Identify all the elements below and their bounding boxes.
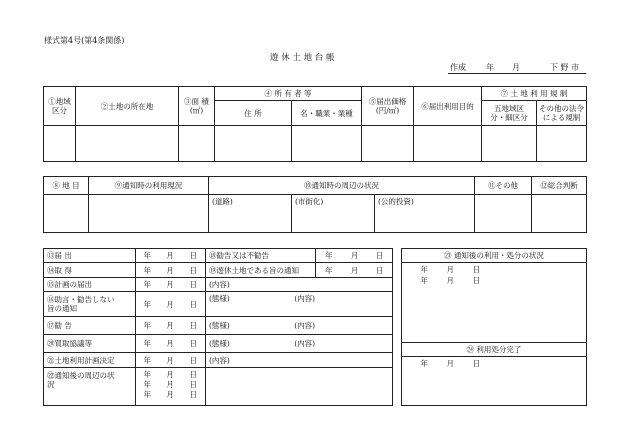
r1-month[interactable]: 月 xyxy=(159,249,182,263)
r7-day[interactable]: 日 xyxy=(182,353,206,368)
col-overall: ⑫総合判断 xyxy=(532,177,587,195)
col-land-category: ⑧ 地 目 xyxy=(44,177,89,195)
made-month: 月 xyxy=(512,63,520,72)
r1b-month[interactable]: 月 xyxy=(342,249,368,263)
cell-price[interactable] xyxy=(362,126,414,162)
col-surroundings: ⑩通知時の周辺の状況 xyxy=(209,177,475,195)
disposal-complete-date xyxy=(402,359,586,368)
cell-other[interactable] xyxy=(475,195,532,233)
col-five-zone: 五地域区 分・細区分 xyxy=(482,101,537,126)
r4-content[interactable] xyxy=(206,292,393,317)
r8-content[interactable] xyxy=(206,368,393,406)
col-area-class: ①地域 区分 xyxy=(44,87,76,126)
disposal-date-2 xyxy=(402,276,586,287)
col-owner-address: 住 所 xyxy=(215,101,292,126)
r2b-month[interactable]: 月 xyxy=(342,263,368,278)
r7-year[interactable]: 年 xyxy=(136,353,159,368)
row-plan-decision-label: ㉑土地利用計画決定 xyxy=(44,353,136,368)
r1b-year[interactable]: 年 xyxy=(316,249,342,263)
r6-year[interactable]: 年 xyxy=(136,335,159,353)
procedure-table xyxy=(43,248,393,406)
row-notification-label: ⑬届 出 xyxy=(44,249,136,263)
r2b-day[interactable]: 日 xyxy=(368,263,393,278)
row-idle-notice-label: ⑲遊休土地である旨の通知 xyxy=(206,263,316,278)
cell-area-class[interactable] xyxy=(44,126,76,162)
disposal-status-cell[interactable] xyxy=(402,263,587,343)
row-purchase-label: ⑳買取協議等 xyxy=(44,335,136,353)
r8-month-1: 月 xyxy=(166,370,174,379)
made-year: 年 xyxy=(486,63,494,72)
disposal-date-1 xyxy=(402,265,586,276)
ds1-day: 日 xyxy=(472,265,480,274)
r8-months[interactable] xyxy=(159,368,182,406)
row-no-advice-label: ⑯助言・勧告しない 旨の通知 xyxy=(44,292,136,317)
r8-years[interactable] xyxy=(136,368,159,406)
cell-current-use[interactable] xyxy=(89,195,209,233)
r8-month-3: 月 xyxy=(166,389,174,399)
r1b-day[interactable]: 日 xyxy=(368,249,393,263)
r8-days[interactable] xyxy=(182,368,206,406)
ds2-day: 日 xyxy=(472,275,480,285)
r6-content[interactable] xyxy=(206,335,393,353)
cell-area[interactable] xyxy=(179,126,215,162)
r8-year-1: 年 xyxy=(143,370,151,379)
r6-mode-label: (態様) xyxy=(209,339,230,348)
row-acquisition-label: ⑭取 得 xyxy=(44,263,136,278)
r2b-year[interactable]: 年 xyxy=(316,263,342,278)
r2-month[interactable]: 月 xyxy=(159,263,182,278)
col-owner: ④ 所 有 者 等 xyxy=(215,87,362,101)
r8-day-3: 日 xyxy=(189,389,197,399)
row-after-notice-label: ㉒通知後の周辺の状 況 xyxy=(44,368,136,406)
cell-other-law[interactable] xyxy=(537,126,587,162)
col-purpose: ⑥届出利用目的 xyxy=(414,87,482,126)
cell-owner-address[interactable] xyxy=(215,126,292,162)
r8-year-3: 年 xyxy=(143,389,151,399)
col-location: ②土地の所在地 xyxy=(76,87,179,126)
public-investment-label: (公的投資) xyxy=(378,197,414,206)
cell-overall[interactable] xyxy=(532,195,587,233)
r8-day-2: 日 xyxy=(189,379,197,389)
dc-year: 年 xyxy=(420,359,428,368)
row-advice-label: ⑱勧告又は不勧告 xyxy=(206,249,316,263)
r1-year[interactable]: 年 xyxy=(136,249,159,263)
r5-year[interactable]: 年 xyxy=(136,317,159,335)
r5-content[interactable] xyxy=(206,317,393,335)
col-other-law: その他の法令 による規制 xyxy=(537,101,587,126)
cell-public-investment[interactable] xyxy=(375,195,475,233)
cell-location[interactable] xyxy=(76,126,179,162)
disposal-status-header: ㉓ 通知後の利用・処分の状況 xyxy=(402,249,587,263)
col-price: ⑤届出価格 (円/㎡) xyxy=(362,87,414,126)
r4-mode-label: (態様) xyxy=(209,294,230,303)
r2-day[interactable]: 日 xyxy=(182,263,206,278)
col-current-use: ⑨通知時の利用現況 xyxy=(89,177,209,195)
r2-year[interactable]: 年 xyxy=(136,263,159,278)
r7-content[interactable] xyxy=(206,353,393,368)
cell-owner-name[interactable] xyxy=(292,126,362,162)
dc-day: 日 xyxy=(472,359,480,368)
r8-day-1: 日 xyxy=(189,370,197,379)
cell-five-zone[interactable] xyxy=(482,126,537,162)
r8-month-2: 月 xyxy=(166,379,174,389)
situation-table xyxy=(43,176,587,233)
r6-day[interactable]: 日 xyxy=(182,335,206,353)
r7-month[interactable]: 月 xyxy=(159,353,182,368)
col-owner-name: 名・職業・業種 xyxy=(292,101,362,126)
r3-content[interactable] xyxy=(206,278,393,292)
r6-content-label: (内容) xyxy=(294,339,316,348)
r4-year[interactable]: 年 xyxy=(136,292,159,317)
page-title: 遊 休 土 地 台 帳 xyxy=(270,53,335,63)
r5-day[interactable]: 日 xyxy=(182,317,206,335)
made-prefix: 作成 xyxy=(450,63,466,72)
ds1-year: 年 xyxy=(420,265,428,274)
urbanization-label: (市街化) xyxy=(295,197,324,206)
r3-month[interactable]: 月 xyxy=(159,278,182,292)
r5-month[interactable]: 月 xyxy=(159,317,182,335)
ds2-year: 年 xyxy=(420,275,428,285)
disposal-table xyxy=(401,248,587,406)
row-advice-given-label: ⑰勧 告 xyxy=(44,317,136,335)
col-other: ⑪その他 xyxy=(475,177,532,195)
form-label: 様式第4号(第4条関係) xyxy=(44,36,125,45)
r3-content-label: (内容) xyxy=(209,280,230,289)
r1-day[interactable]: 日 xyxy=(182,249,206,263)
r5-mode-label: (態様) xyxy=(209,321,230,330)
r6-month[interactable]: 月 xyxy=(159,335,182,353)
cell-land-category[interactable] xyxy=(44,195,89,233)
dc-month: 月 xyxy=(446,359,454,368)
made-city: 下 野 市 xyxy=(550,63,580,72)
road-label: (道路) xyxy=(212,197,233,206)
land-info-table xyxy=(43,86,587,162)
ds2-month: 月 xyxy=(446,275,454,285)
cell-purpose[interactable] xyxy=(414,126,482,162)
r5-content-label: (内容) xyxy=(294,321,316,330)
r4-day[interactable]: 日 xyxy=(182,292,206,317)
r8-year-2: 年 xyxy=(143,379,151,389)
col-regulation: ⑦ 土 地 利 用 規 制 xyxy=(482,87,587,101)
r4-month[interactable]: 月 xyxy=(159,292,182,317)
r4-content-label: (内容) xyxy=(294,294,316,303)
r3-year[interactable]: 年 xyxy=(136,278,159,292)
cell-urbanization[interactable] xyxy=(292,195,375,233)
ds1-month: 月 xyxy=(446,265,454,274)
disposal-complete-header: ㉔ 利用処分完了 xyxy=(402,343,587,357)
cell-road[interactable] xyxy=(209,195,292,233)
disposal-complete-cell[interactable] xyxy=(402,357,587,406)
made-line xyxy=(448,62,586,74)
r7-content-label: (内容) xyxy=(209,355,230,365)
col-area: ③面 積 (㎡) xyxy=(179,87,215,126)
r3-day[interactable]: 日 xyxy=(182,278,206,292)
row-plan-label: ⑮計画の届出 xyxy=(44,278,136,292)
